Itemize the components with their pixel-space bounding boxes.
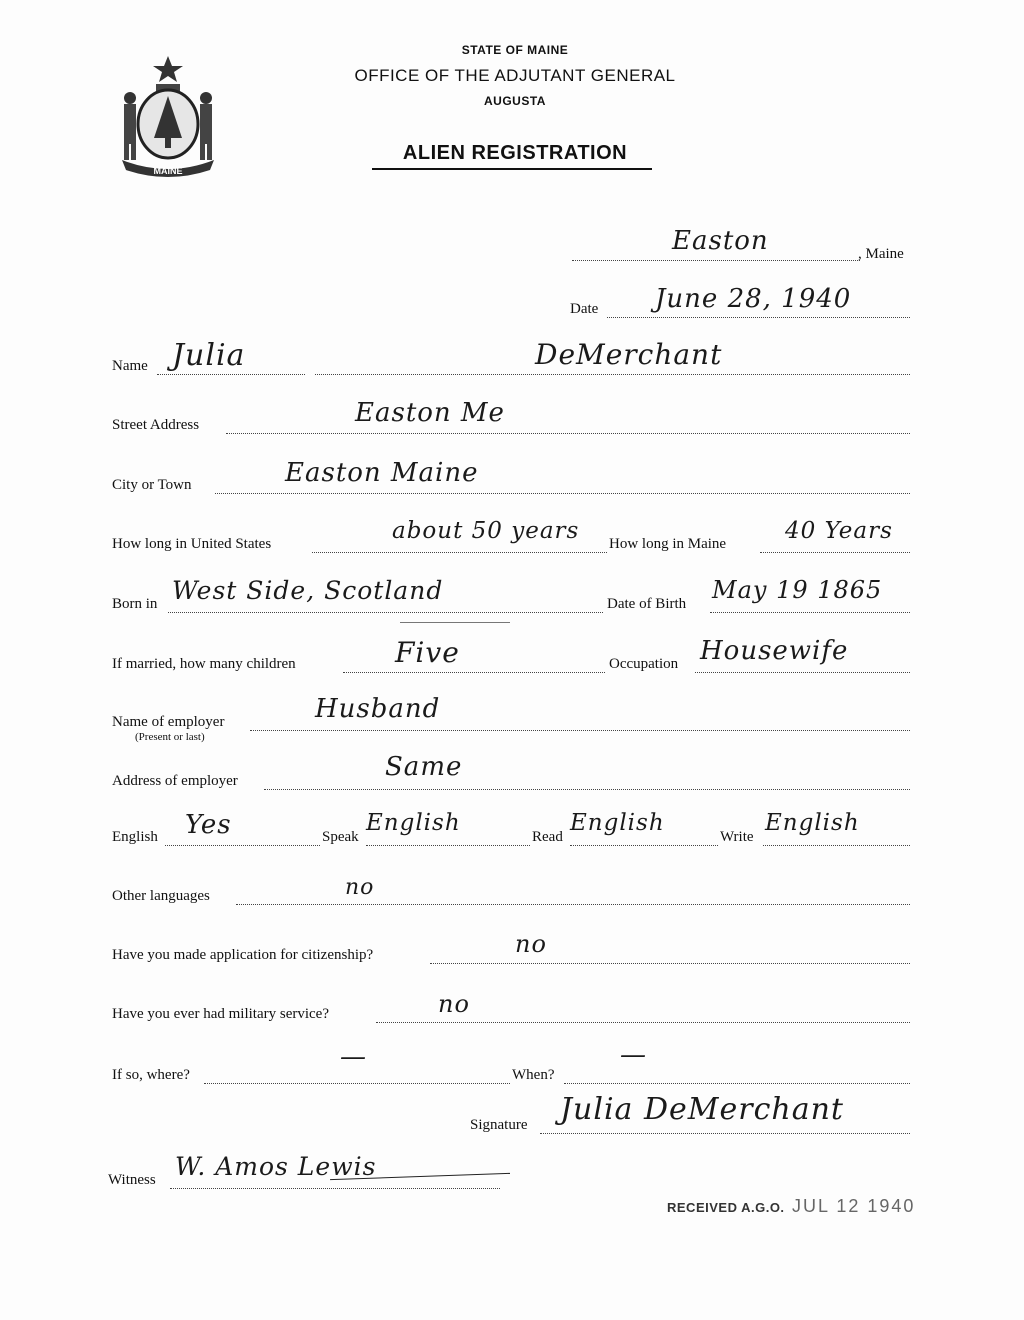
english-value: Yes [185,810,232,840]
maine-line [760,552,910,553]
when-line [564,1083,910,1084]
state-seal-icon [112,52,224,177]
city-label: City or Town [112,477,192,493]
title-underline [372,168,652,170]
occupation-line [695,672,910,673]
dob-label: Date of Birth [607,596,687,612]
signature-label: Signature [470,1117,528,1133]
born-label: Born in [112,596,158,612]
date-label: Date [570,301,599,317]
header-office: OFFICE OF THE ADJUTANT GENERAL [354,66,676,85]
write-value: English [765,810,860,836]
employer-address-label: Address of employer [112,773,238,789]
header-state: STATE OF MAINE [461,43,569,57]
street-value: Easton Me [355,398,505,428]
witness-value: W. Amos Lewis [175,1152,377,1181]
military-line [376,1022,910,1023]
write-line [763,845,910,846]
when-label: When? [512,1067,555,1083]
dob-value: May 19 1865 [712,576,883,604]
place-line [572,260,860,261]
witness-line [170,1188,500,1189]
received-stamp: RECEIVED A.G.O. [667,1200,785,1215]
when-value: — [620,1040,647,1070]
date-line [607,317,910,318]
first-name-value: Julia [172,338,246,373]
maine-label: How long in Maine [609,536,727,552]
dob-line [710,612,910,613]
speak-label: Speak [322,829,359,845]
other-languages-value: no [345,875,375,900]
city-value: Easton Maine [285,458,479,488]
last-name-line [315,374,910,375]
other-languages-label: Other languages [112,888,210,904]
page-title: ALIEN REGISTRATION [402,142,628,164]
received-stamp-date: JUL 12 1940 [792,1196,916,1216]
read-value: English [570,810,665,836]
occupation-value: Housewife [700,636,849,666]
name-label: Name [112,358,148,374]
born-line [168,612,603,613]
signature-line [540,1133,910,1134]
read-label: Read [532,829,563,845]
where-label: If so, where? [112,1067,190,1083]
children-value: Five [395,636,460,669]
born-value: West Side, Scotland [172,576,444,605]
employer-line [250,730,910,731]
children-label: If married, how many children [112,656,296,672]
born-underline [400,622,510,623]
english-label: English [112,829,158,845]
where-value: — [340,1042,367,1072]
military-value: no [438,990,470,1018]
header-city: AUGUSTA [484,94,546,108]
witness-label: Witness [108,1172,156,1188]
date-value: June 28, 1940 [655,284,852,314]
maine-value: 40 Years [785,518,893,544]
write-label: Write [720,829,754,845]
speak-line [366,845,530,846]
speak-value: English [366,810,461,836]
employer-value: Husband [315,694,441,724]
employer-address-value: Same [385,752,463,782]
us-value: about 50 years [392,518,580,544]
first-name-line [157,374,305,375]
english-line [165,845,320,846]
us-line [312,552,607,553]
street-line [226,433,910,434]
employer-label: Name of employer [112,714,225,730]
employer-address-line [264,789,910,790]
military-label: Have you ever had military service? [112,1006,329,1022]
other-languages-line [236,904,910,905]
where-line [204,1083,510,1084]
city-line [215,493,910,494]
citizenship-label: Have you made application for citizenship? [112,947,374,963]
occupation-label: Occupation [609,656,679,672]
seal-text: MAINE [153,166,183,176]
citizenship-value: no [515,930,547,958]
last-name-value: DeMerchant [535,338,723,371]
place-value: Easton [672,226,769,256]
place-suffix: , Maine [858,246,904,262]
children-line [343,672,605,673]
us-label: How long in United States [112,536,272,552]
signature-value: Julia DeMerchant [560,1092,844,1127]
street-label: Street Address [112,417,200,433]
employer-sublabel: (Present or last) [135,731,205,743]
read-line [570,845,718,846]
citizenship-line [430,963,910,964]
